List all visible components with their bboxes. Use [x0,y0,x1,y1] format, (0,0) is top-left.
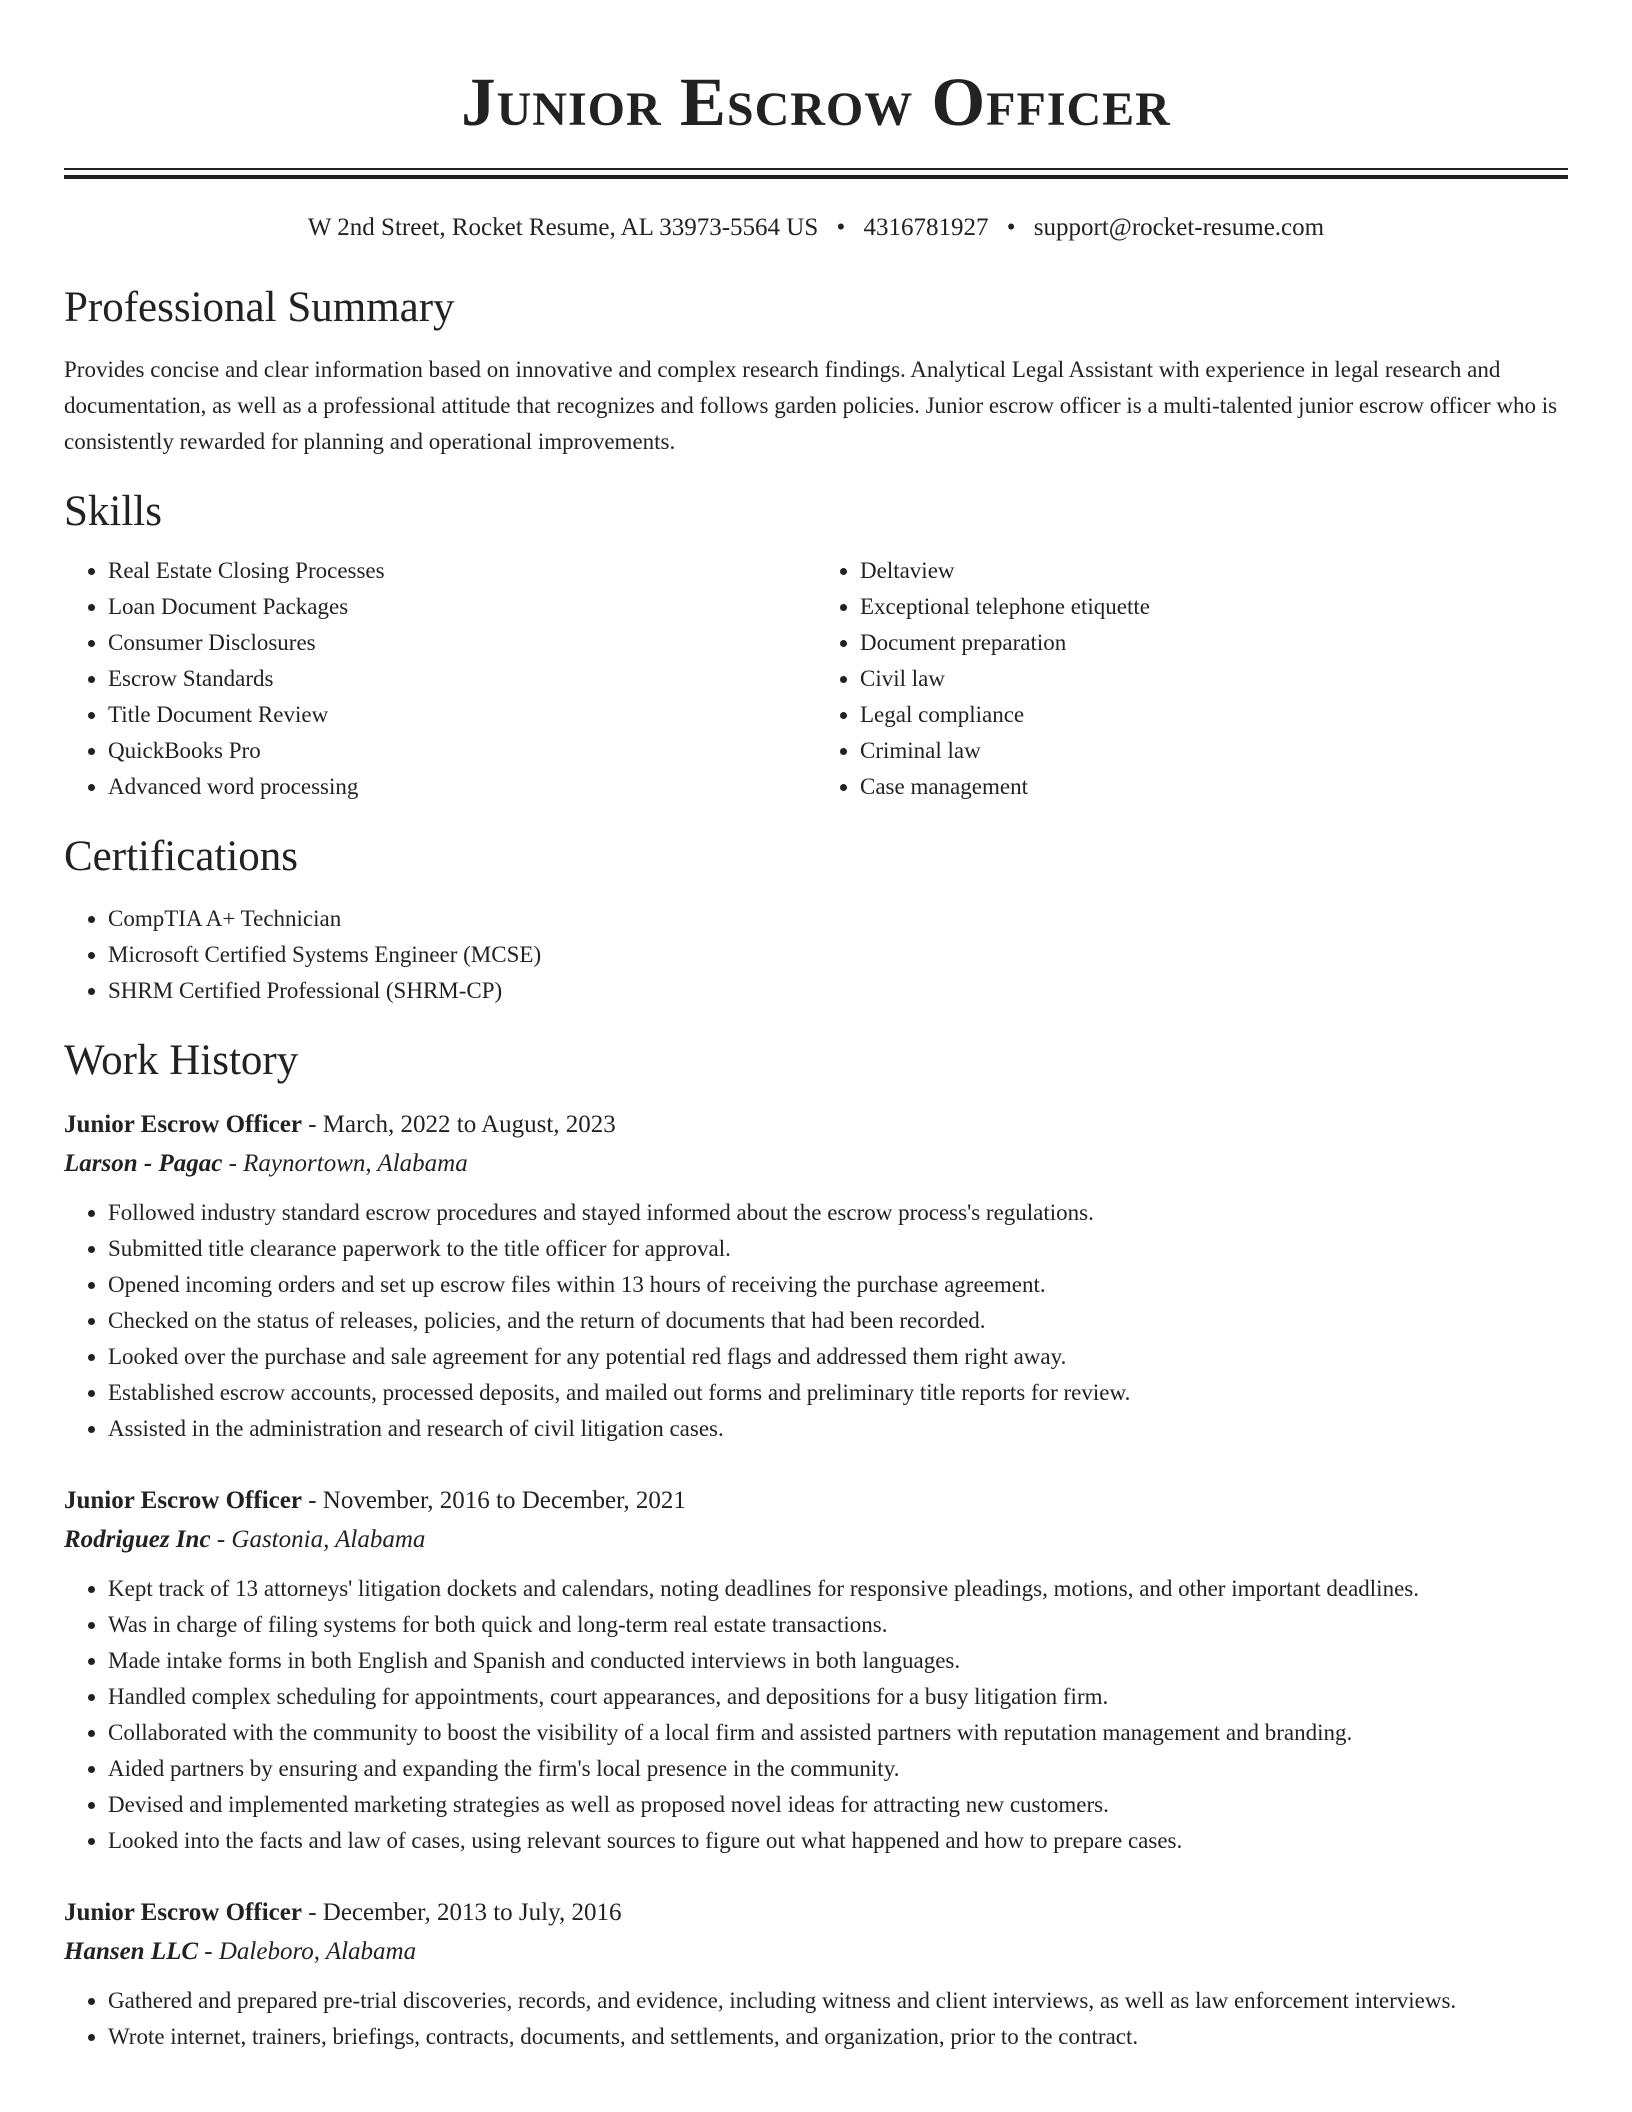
job-company-line: Rodriguez Inc - Gastonia, Alabama [64,1526,426,1553]
job-entry [64,1105,1568,1447]
skills-list-left [64,553,816,805]
job-location: Gastonia, Alabama [231,1526,426,1553]
job-bullet: • Established escrow accounts, processed deposits, and mailed out forms and preliminary title reports for review. [108,1375,1568,1411]
skill-item: • Title Document Review [108,697,816,733]
job-bullet: • Kept track of 13 attorneys' litigation dockets and calendars, noting deadlines for responsive pleadings, motions, and other important deadlines. [108,1571,1568,1607]
job-company: Hansen LLC [64,1938,199,1965]
job-bullet: • Opened incoming orders and set up escrow files within 13 hours of receiving the purchase agreement. [108,1267,1568,1303]
job-bullet: • Looked into the facts and law of cases, using relevant sources to figure out what happened and how to prepare cases. [108,1823,1568,1859]
job-bullet: • Followed industry standard escrow procedures and stayed informed about the escrow process's regulations. [108,1195,1568,1231]
job-title: Junior Escrow Officer [64,1111,302,1138]
job-location: Daleboro, Alabama [218,1938,417,1965]
job-company: Rodriguez Inc [64,1526,211,1553]
job-bullets [64,1983,1568,2055]
job-bullet: • Collaborated with the community to boost the visibility of a local firm and assisted partners with reputation management and branding. [108,1715,1568,1751]
skill-item: • Real Estate Closing Processes [108,553,816,589]
job-company-line: Larson - Pagac - Raynortown, Alabama [64,1150,468,1177]
summary-text: Provides concise and clear information based on innovative and complex research findings. Analytical Legal Assistant with experience in legal research and documentation, as well as a professional attitude that recognizes and follows garden policies. Junior escrow officer is a multi-talented junior escrow officer who is consistently rewarded for planning and operational improvements. [64,357,1558,454]
job-bullet: • Gathered and prepared pre-trial discoveries, records, and evidence, including witness and client interviews, as well as law enforcement interviews. [108,1983,1568,2019]
job-bullet: • Devised and implemented marketing strategies as well as proposed novel ideas for attracting new customers. [108,1787,1568,1823]
skill-item: • Consumer Disclosures [108,625,816,661]
job-entry [64,1481,1568,1859]
skill-item: • Civil law [860,661,1568,697]
job-bullet: • Aided partners by ensuring and expanding the firm's local presence in the community. [108,1751,1568,1787]
contact-phone: 4316781927 [863,214,989,241]
job-entry [64,1893,1568,2055]
job-bullet: • Assisted in the administration and research of civil litigation cases. [108,1411,1568,1447]
job-dates: March, 2022 to August, 2023 [322,1111,616,1138]
job-bullet: • Handled complex scheduling for appointments, court appearances, and depositions for a busy litigation firm. [108,1679,1568,1715]
contact-email: support@rocket-resume.com [1033,214,1325,241]
certifications-list [64,901,1568,1009]
header-divider-thin [64,168,1568,170]
skill-item: • Case management [860,769,1568,805]
work-history-heading: Work History [64,1037,299,1084]
job-title-line: Junior Escrow Officer - November, 2016 to December, 2021 [64,1487,686,1514]
job-title: Junior Escrow Officer [64,1487,302,1514]
job-bullet: • Looked over the purchase and sale agreement for any potential red flags and addressed them right away. [108,1339,1568,1375]
resume-page [64,0,1568,2055]
resume-title: Junior Escrow Officer [461,64,1171,140]
contact-line [64,212,1568,244]
certification-item: • SHRM Certified Professional (SHRM-CP) [108,973,1568,1009]
job-bullet: • Submitted title clearance paperwork to the title officer for approval. [108,1231,1568,1267]
skills-list-right [816,553,1568,805]
skill-item: • Escrow Standards [108,661,816,697]
skills-heading: Skills [64,488,162,535]
job-bullets [64,1571,1568,1859]
contact-address: W 2nd Street, Rocket Resume, AL 33973-5564 US [307,214,819,241]
certifications-heading: Certifications [64,833,299,880]
job-title-line: Junior Escrow Officer - December, 2013 to July, 2016 [64,1899,622,1926]
certification-item: • CompTIA A+ Technician [108,901,1568,937]
skill-item: • Legal compliance [860,697,1568,733]
job-location: Raynortown, Alabama [243,1150,468,1177]
skill-item: • Criminal law [860,733,1568,769]
job-title: Junior Escrow Officer [64,1899,302,1926]
job-dates: November, 2016 to December, 2021 [322,1487,686,1514]
skill-item: • Document preparation [860,625,1568,661]
job-bullets [64,1195,1568,1447]
skill-item: • Advanced word processing [108,769,816,805]
job-bullet: • Was in charge of filing systems for both quick and long-term real estate transactions. [108,1607,1568,1643]
job-bullet: • Checked on the status of releases, policies, and the return of documents that had been recorded. [108,1303,1568,1339]
header-divider-thick [64,175,1568,179]
skill-item: • Deltaview [860,553,1568,589]
job-bullet: • Made intake forms in both English and Spanish and conducted interviews in both languages. [108,1643,1568,1679]
job-company: Larson - Pagac [64,1150,223,1177]
job-company-line: Hansen LLC - Daleboro, Alabama [64,1938,417,1965]
skill-item: • Exceptional telephone etiquette [860,589,1568,625]
skills-columns [64,553,1568,805]
job-bullet: • Wrote internet, trainers, briefings, contracts, documents, and settlements, and organization, prior to the contract. [108,2019,1568,2055]
skill-item: • QuickBooks Pro [108,733,816,769]
skill-item: • Loan Document Packages [108,589,816,625]
summary-heading: Professional Summary [64,284,455,331]
job-dates: December, 2013 to July, 2016 [322,1899,622,1926]
job-title-line: Junior Escrow Officer - March, 2022 to August, 2023 [64,1111,616,1138]
certification-item: • Microsoft Certified Systems Engineer (MCSE) [108,937,1568,973]
contact-separator: • [836,214,846,241]
contact-separator: • [1006,214,1016,241]
